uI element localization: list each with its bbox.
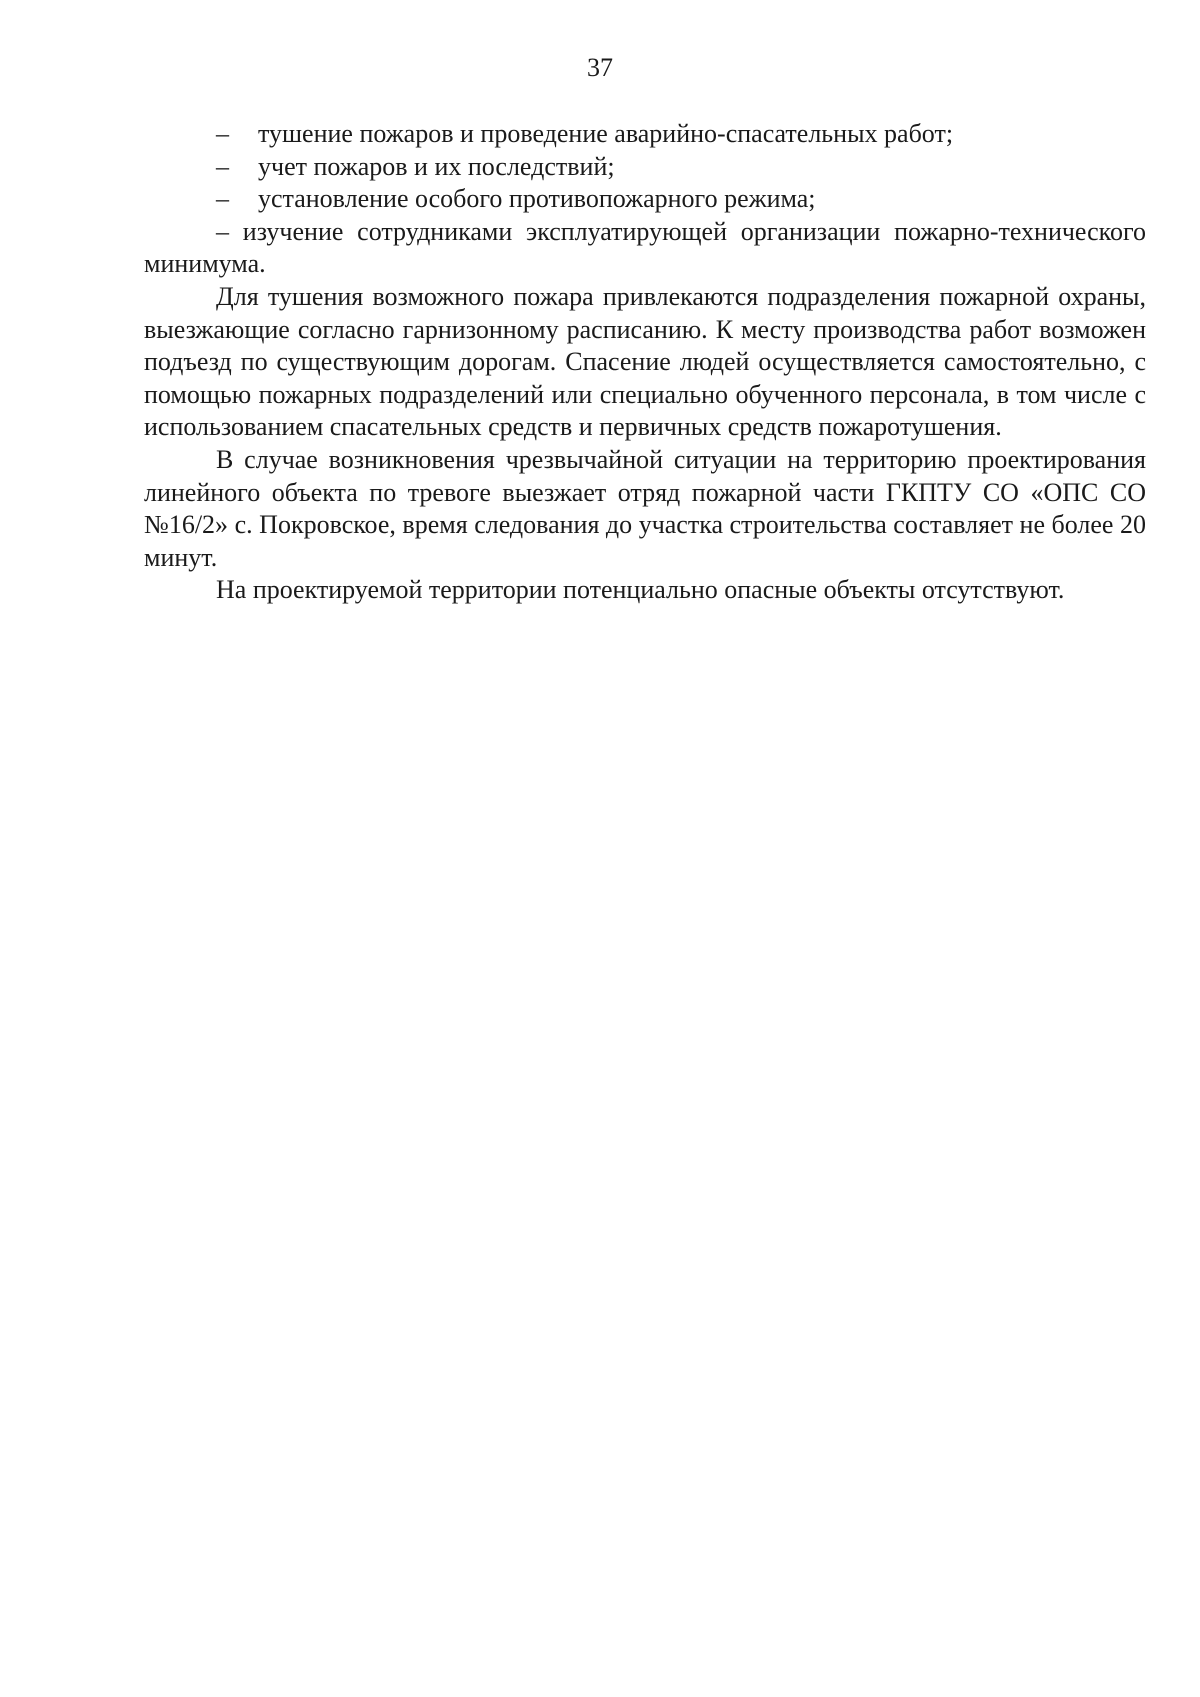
list-item-text: установление особого противопожарного режима; xyxy=(258,184,816,214)
list-item xyxy=(144,118,1146,151)
paragraph: В случае возникновения чрезвычайной ситуации на территорию проектирования линейного объекта по тревоге выезжает отряд пожарной части ГКПТУ СО «ОПС СО №16/2» с. Покровское, время следования до участка строительства составляет не более 20 минут. xyxy=(144,444,1146,572)
bullet-dash: – xyxy=(216,184,229,214)
list-item-text: тушение пожаров и проведение аварийно-спасательных работ; xyxy=(258,119,954,148)
list-item-text: изучение сотрудниками эксплуатирующей организации пожарно-технического минимума. xyxy=(144,216,1146,279)
bullet-dash: – xyxy=(216,151,229,181)
page-number: 37 xyxy=(587,53,613,82)
list-item-text: учет пожаров и их последствий; xyxy=(258,151,615,181)
bullet-dash: – xyxy=(216,119,229,148)
document-body xyxy=(144,118,1146,607)
paragraph: На проектируемой территории потенциально опасные объекты отсутствуют. xyxy=(216,575,1065,605)
list-item xyxy=(144,216,1146,281)
bullet-dash: – xyxy=(216,216,229,246)
list-item xyxy=(144,183,1146,216)
paragraph: Для тушения возможного пожара привлекаются подразделения пожарной охраны, выезжающие согласно гарнизонному расписанию. К месту производства работ возможен подъезд по существующим дорогам. Спасение людей осуществляется самостоятельно, с помощью пожарных подразделений или специально обученного персонала, в том числе с использованием спасательных средств и первичных средств пожаротушения. xyxy=(144,281,1146,442)
list-item xyxy=(144,151,1146,184)
